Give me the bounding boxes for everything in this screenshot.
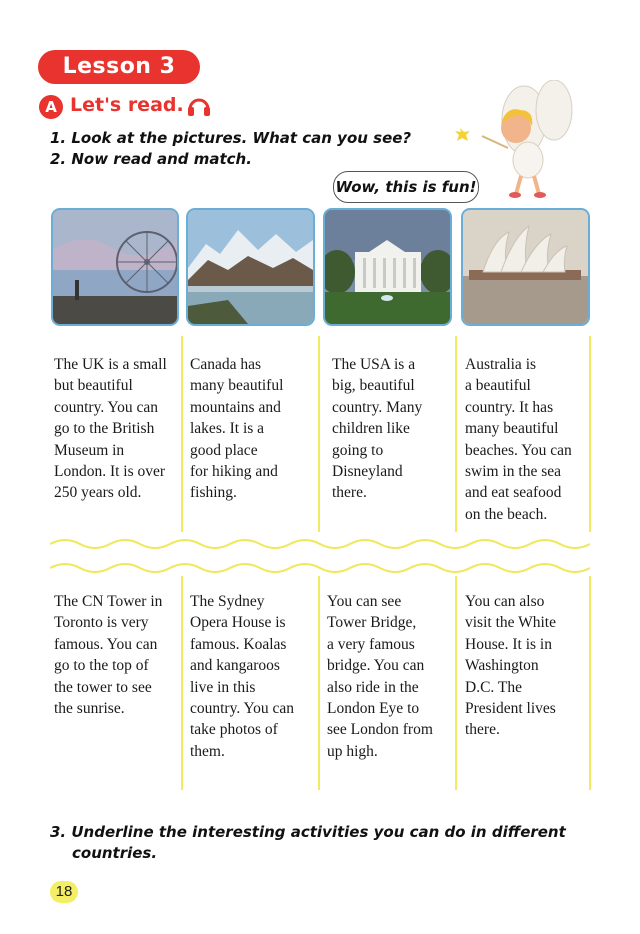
- column-divider: [318, 336, 320, 532]
- text-white-house[interactable]: You can also visit the White House. It is in Washington D.C. The President lives there.: [465, 593, 556, 739]
- white-house-photo: [323, 208, 452, 326]
- instruction-3: 3. Underline the interesting activities you can do in different countries.: [50, 823, 566, 862]
- sydney-opera-house-photo: [461, 208, 590, 326]
- column-divider: [589, 336, 591, 532]
- text-cn-tower[interactable]: The CN Tower in Toronto is very famous. You can go to the top of the tower to see the sunrise.: [54, 593, 163, 718]
- column-divider: [589, 576, 591, 790]
- instruction-2: 2. Now read and match.: [50, 150, 252, 168]
- london-eye-photo: [51, 208, 179, 326]
- mountains-lake-photo: [186, 208, 315, 326]
- text-usa[interactable]: The USA is a big, beautiful country. Many children like going to Disneyland there.: [332, 356, 423, 502]
- text-australia[interactable]: Australia is a beautiful country. It has many beautiful beaches. You can swim in the sea and eat seafood on the beach.: [465, 356, 572, 523]
- text-sydney-opera[interactable]: The Sydney Opera House is famous. Koalas and kangaroos live in this country. You can take photos of them.: [190, 593, 295, 760]
- wavy-separator: [50, 532, 590, 576]
- lesson-title: Lesson 3: [38, 50, 200, 84]
- instruction-1: 1. Look at the pictures. What can you see?: [50, 129, 412, 147]
- section-title: Let's read.: [70, 94, 184, 116]
- text-canada[interactable]: Canada has many beautiful mountains and lakes. It is a good place for hiking and fishing.: [190, 356, 284, 502]
- column-divider: [318, 576, 320, 790]
- page-number: 18: [50, 881, 78, 903]
- text-uk[interactable]: The UK is a small but beautiful country. You can go to the British Museum in London. It is over 250 years old.: [54, 356, 167, 502]
- speech-bubble: Wow, this is fun!: [333, 171, 479, 203]
- section-marker: A: [39, 95, 63, 119]
- headphones-icon[interactable]: [186, 93, 212, 119]
- column-divider: [455, 576, 457, 790]
- text-tower-bridge[interactable]: You can see Tower Bridge, a very famous bridge. You can also ride in the London Eye to see London from up high.: [327, 593, 433, 760]
